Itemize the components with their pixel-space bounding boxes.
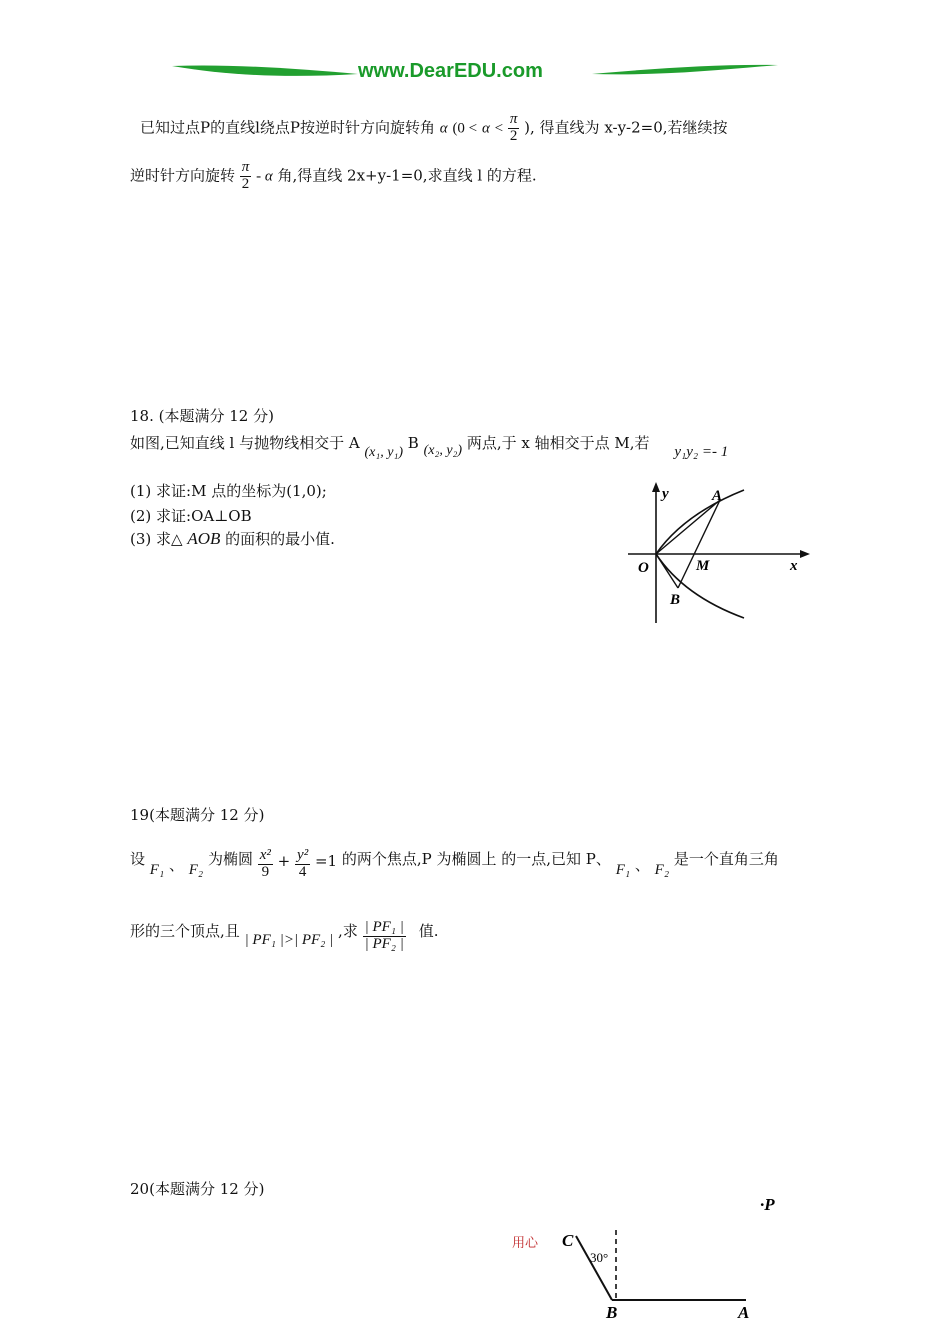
q19-eq1: =1: [314, 852, 338, 871]
q18-point-a: (x₁, y₁): [364, 445, 403, 460]
q17-pi-over-2: [508, 112, 520, 145]
q17-text-d: 角,得直线 2x+y-1=0,求直线 l 的方程.: [277, 166, 537, 185]
q19-sep: 、: [168, 856, 184, 875]
q19-f1: F₁: [149, 862, 165, 879]
label-a: A: [738, 1303, 750, 1322]
q19-x2: x²: [259, 847, 271, 863]
q20-stamp: 用心: [512, 1236, 539, 1251]
q19-text-e: 形的三个顶点,且: [130, 922, 240, 941]
q19-x2-over-9: [258, 848, 273, 881]
q20-figure: [550, 1188, 800, 1338]
q19-ratio-num: | PF₁ |: [364, 919, 404, 935]
label-m: M: [696, 558, 710, 574]
q19-text-f: ,求: [338, 922, 358, 941]
q18-condition: y₁y₂ =- 1: [674, 444, 729, 460]
segment-ob: [656, 554, 678, 588]
q18-item-3: [130, 528, 335, 549]
q17-alpha: α: [439, 120, 448, 137]
q19-line1: [130, 838, 779, 890]
q19-f2-b: F₂: [654, 862, 670, 879]
q17-minus-alpha: - α: [256, 168, 273, 185]
q17-text-a: 已知过点P的直线l绕点P按逆时针方向旋转角: [140, 118, 435, 137]
q18-item-1: (1) 求证:M 点的坐标为(1,0);: [130, 482, 327, 500]
q18-intro-b: 两点,于 x 轴相交于点 M,若: [466, 434, 650, 452]
q18-label-b: B: [407, 434, 419, 452]
q18-title: 18. (本题满分 12 分): [130, 407, 274, 425]
logo-swoosh-right: [590, 56, 780, 90]
label-a: A: [712, 488, 723, 504]
x-axis-arrow: [800, 550, 810, 558]
label-angle: 30°: [590, 1250, 609, 1265]
q19-text-g: 值.: [418, 922, 439, 941]
header-logo: [170, 56, 780, 90]
q18-intro: [130, 432, 729, 460]
logo-text: www.DearEDU.com: [358, 60, 543, 82]
q17-alpha-2: α: [481, 120, 490, 137]
q19-text-d: 是一个直角三角: [673, 850, 779, 869]
q18-item-3-tail: 的面积的最小值.: [225, 530, 335, 548]
q19-y2-over-4: [295, 848, 310, 881]
q17-two-b: 2: [241, 175, 250, 192]
label-b: B: [606, 1303, 618, 1322]
label-o: O: [638, 560, 649, 576]
segment-oa: [656, 500, 720, 554]
y-axis-arrow: [652, 482, 660, 492]
q18-intro-a: 如图,已知直线 l 与抛物线相交于 A: [130, 434, 360, 452]
q18-item-3-a: (3) 求△: [130, 530, 183, 548]
q19-y2: y²: [297, 847, 309, 863]
q17-pi-over-2-b: [240, 160, 252, 193]
logo-swoosh-left: [170, 56, 360, 90]
q17-cond-mid: <: [494, 120, 504, 137]
q19-text-c: 的两个焦点,P 为椭圆上 的一点,已知 P、: [341, 850, 611, 869]
q19-f1-b: F₁: [615, 862, 631, 879]
q20-title: 20(本题满分 12 分): [130, 1180, 265, 1198]
q17-cond-open: (0 <: [452, 120, 478, 137]
q19-title: 19(本题满分 12 分): [130, 806, 265, 824]
q18-point-b: (x₂, y₂): [423, 443, 463, 458]
q19-plus: +: [277, 852, 291, 871]
q17-pi-b: π: [241, 159, 250, 175]
label-c: C: [562, 1231, 574, 1250]
q18-item-3-math: AOB: [187, 529, 221, 548]
q17-line1: [140, 112, 728, 152]
q19-four: 4: [298, 863, 307, 880]
segment-bc: [576, 1236, 612, 1300]
q19-inequality: | PF₁ |>| PF₂ |: [244, 932, 334, 949]
label-y: y: [662, 486, 669, 502]
label-p: ·P: [760, 1195, 775, 1214]
q19-text-b: 为椭圆: [207, 850, 253, 869]
q17-text-c: 逆时针方向旋转: [130, 166, 236, 185]
q18-figure: [620, 478, 820, 628]
q19-sep-b: 、: [634, 856, 650, 875]
q17-pi: π: [509, 111, 518, 127]
label-b: B: [670, 592, 681, 608]
q17-cond-close: ),: [524, 118, 535, 137]
q19-line2: [130, 912, 438, 964]
q17-line2: [130, 160, 537, 200]
q19-ratio-den: | PF₂ |: [364, 935, 404, 952]
q19-nine: 9: [261, 863, 270, 880]
q17-text-b: 得直线为 x-y-2=0,若继续按: [539, 118, 728, 137]
q19-ratio: [363, 920, 406, 953]
q18-item-2: (2) 求证:OA⊥OB: [130, 507, 252, 525]
q17-two: 2: [509, 127, 518, 144]
q19-f2: F₂: [188, 862, 204, 879]
q19-text-a: 设: [130, 850, 146, 869]
label-x: x: [790, 558, 798, 574]
